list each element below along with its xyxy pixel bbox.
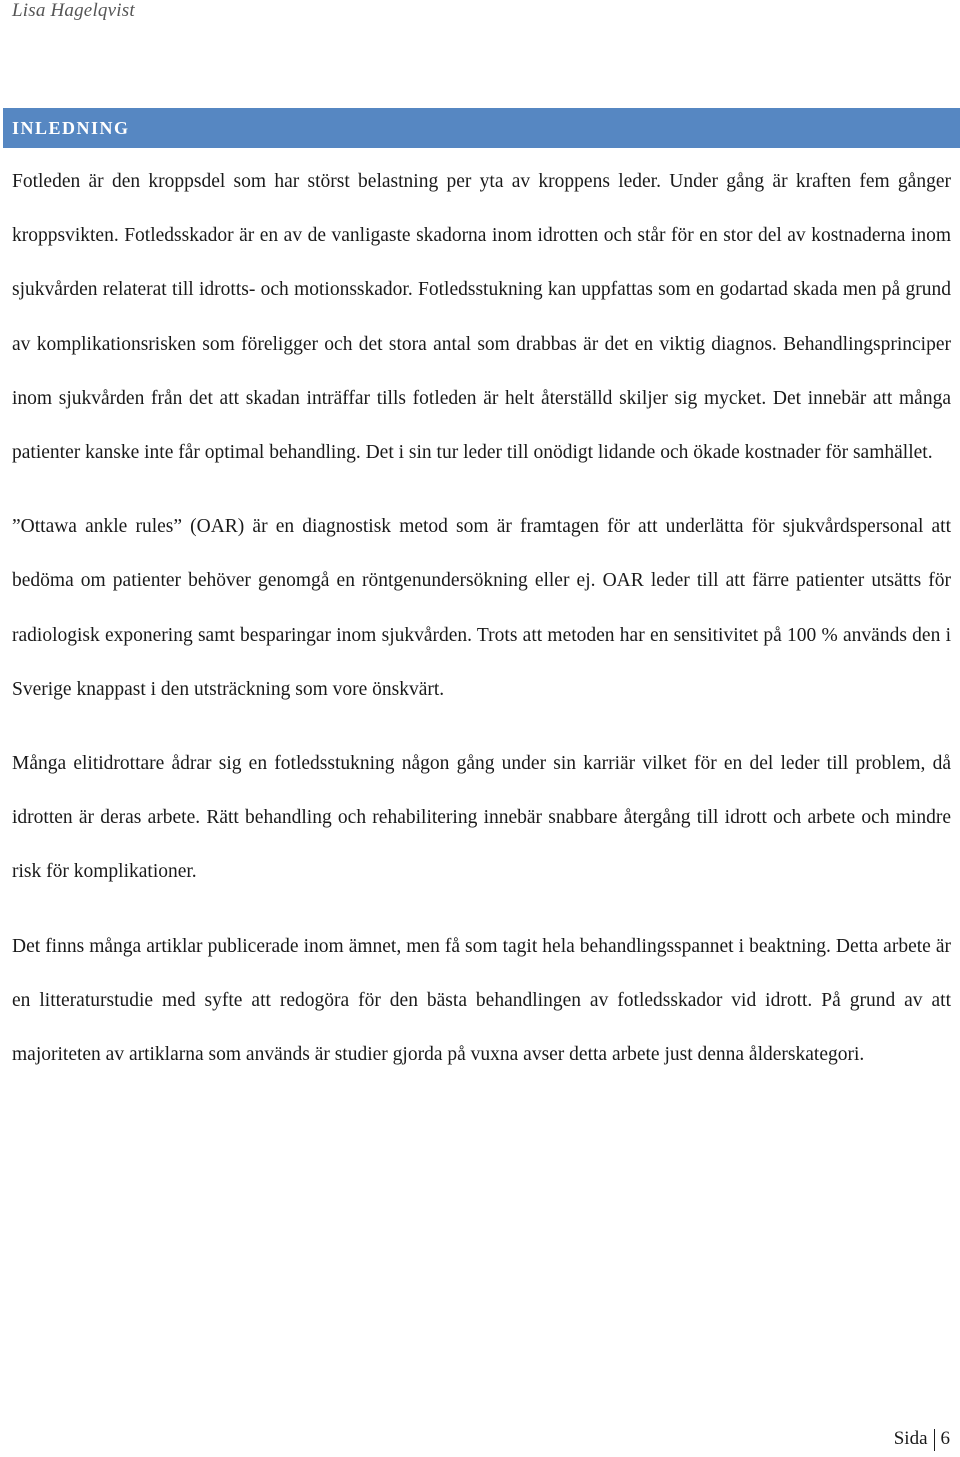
paragraph-intro: Fotleden är den kroppsdel som har störst belastning per yta av kroppens leder. Under gång är kraften fem gånger kroppsvikten. Fotledsskador är en av de vanligaste skadorna inom idrotten och står för en stor del av kostnaderna inom sjukvården relaterat till idrotts- och motionsskador. Fotledsstukning kan uppfattas som en godartad skada men på grund av komplikationsrisken som föreligger och det stora antal som drabbas är det en viktig diagnos. Behandlingsprinciper inom sjukvården från det att skadan inträffar tills fotleden är helt återställd skiljer sig mycket. Det innebär att många patienter kanske inte får optimal behandling. Det i sin tur leder till onödigt lidande och ökade kostnader för samhället. [12,171,951,464]
paragraph-study-aim: Det finns många artiklar publicerade inom ämnet, men få som tagit hela behandlingsspannet i beaktning. Detta arbete är en litteraturstudie med syfte att redogöra för den bästa behandlingen av fotledsskador vid idrott. På grund av att majoriteten av artiklarna som används är studier gjorda på vuxna avser detta arbete just denna ålderskategori. [12,935,951,1066]
page-footer [894,1428,950,1451]
section-heading-banner [3,108,960,148]
paragraph-elite-athletes: Många elitidrottare ådrar sig en fotledsstukning någon gång under sin karriär vilket för en del leder till problem, då idrotten är deras arbete. Rätt behandling och rehabilitering innebär snabbare återgång till idrott och arbete och mindre risk för komplikationer. [12,753,951,883]
running-header-author: Lisa Hagelqvist [12,0,135,21]
page-label: Sida [893,1428,928,1449]
page-number: 6 [940,1428,950,1449]
paragraph-ottawa-ankle-rules: ”Ottawa ankle rules” (OAR) är en diagnostisk metod som är framtagen för att underlätta för sjukvårdspersonal att bedöma om patienter behöver genomgå en röntgenundersökning eller ej. OAR leder till att färre patienter utsätts för radiologisk exponering samt besparingar inom sjukvården. Trots att metoden har en sensitivitet på 100 % används den i Sverige knappast i den utsträckning som vore önskvärt. [12,516,951,700]
section-heading-title: INLEDNING [12,118,130,138]
document-body [12,155,951,1082]
page-footer-divider [934,1429,935,1451]
